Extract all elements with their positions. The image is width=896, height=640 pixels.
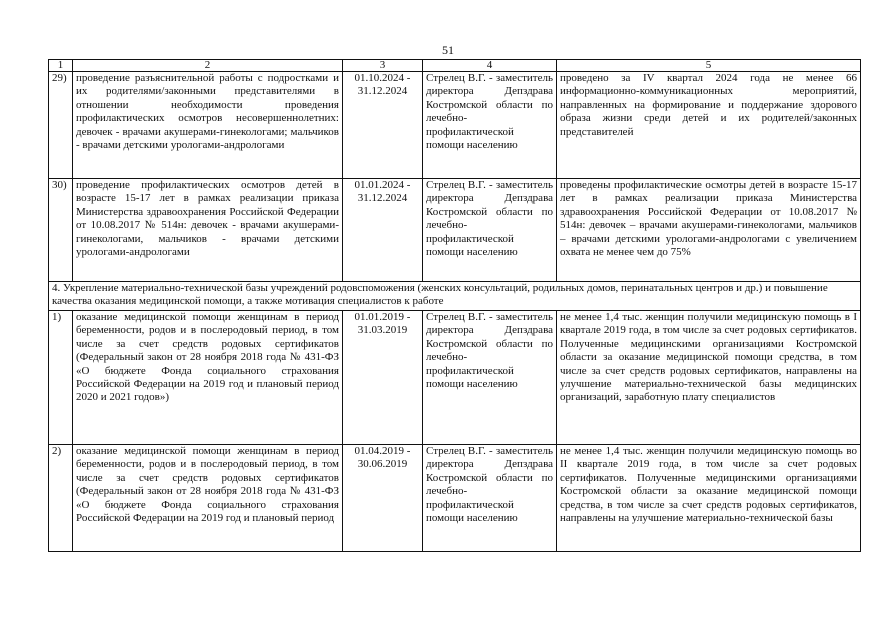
measure-description: проведение разъяснительной работы с подростками и их родителями/законными представителями в отношении необходимости проведения профилактических осмотров несовершеннолетних: девочек - врачами акушерами-гинекологами; мальчиков - врачами детскими урологами-андрологами xyxy=(73,72,343,179)
measure-dates: 01.04.2019 - 30.06.2019 xyxy=(343,445,423,552)
responsible-person: Стрелец В.Г. - заместитель директора Депздрава Костромской области по лечебно-профилактической помощи населению xyxy=(423,72,557,179)
column-header: 2 xyxy=(73,60,343,72)
measure-result: проведены профилактические осмотры детей в возрасте 15-17 лет в рамках реализации приказа Министерства здравоохранения Российской Федерации от 10.08.2017 № 514н: девочек – врачами акушерами-гинекологами, мальчиков – врачами детскими урологами-андрологами с увеличением охвата не менее чем до 75% xyxy=(557,179,861,282)
row-number: 29) xyxy=(49,72,73,179)
column-header: 5 xyxy=(557,60,861,72)
responsible-person: Стрелец В.Г. - заместитель директора Депздрава Костромской области по лечебно-профилактической помощи населению xyxy=(423,179,557,282)
table-row xyxy=(49,72,861,179)
header-row xyxy=(49,60,861,72)
column-header: 1 xyxy=(49,60,73,72)
row-number: 30) xyxy=(49,179,73,282)
measure-result-text: не менее 1,4 тыс. женщин получили медицинскую помощь во II квартале 2019 года, в том числе за счет родовых сертификатов. Полученные медицинскими организациями Костромской области за оказание медицинской помощи средства, в том числе за счет средств родовых сертификатов, направлены на улучшение материально-технической базы xyxy=(560,445,857,525)
table-row xyxy=(49,179,861,282)
section-row xyxy=(49,282,861,311)
column-header: 4 xyxy=(423,60,557,72)
responsible-person xyxy=(423,445,557,552)
row-number: 1) xyxy=(49,311,73,445)
measure-dates: 01.01.2019 - 31.03.2019 xyxy=(343,311,423,445)
responsible-person-text: Стрелец В.Г. - заместитель директора Депздрава Костромской области по лечебно-профилактической помощи населению xyxy=(426,445,553,525)
measure-description-text: оказание медицинской помощи женщинам в период беременности, родов и в послеродовый период, в том числе за счет средств родовых сертификатов (Федеральный закон от 28 ноября 2018 года № 431-ФЗ «О бюджете Фонда социального страхования Российской Федерации на 2019 год и плановый период xyxy=(76,445,339,525)
measure-result: не менее 1,4 тыс. женщин получили медицинскую помощь в I квартале 2019 года, в том числе за счет родовых сертификатов. Полученные медицинскими организациями Костромской области за оказание медицинской помощи средства, в том числе за счет средств родовых сертификатов, направлены на улучшение материально-технической базы медицинских организаций, заработную плату специалистов xyxy=(557,311,861,445)
table-row xyxy=(49,311,861,445)
measure-dates: 01.01.2024 - 31.12.2024 xyxy=(343,179,423,282)
measure-result xyxy=(557,445,861,552)
responsible-person: Стрелец В.Г. - заместитель директора Депздрава Костромской области по лечебно-профилактической помощи населению xyxy=(423,311,557,445)
section-title: 4. Укрепление материально-технической базы учреждений родовспоможения (женских консультаций, родильных домов, перинатальных центров и др.) и повышение качества оказания медицинской помощи, а также мотивация специалистов к работе xyxy=(49,282,861,311)
page-number: 51 xyxy=(442,43,454,57)
measure-description xyxy=(73,445,343,552)
table-row xyxy=(49,445,861,552)
measures-table xyxy=(48,59,861,552)
row-number: 2) xyxy=(49,445,73,552)
measure-dates: 01.10.2024 - 31.12.2024 xyxy=(343,72,423,179)
measure-description: оказание медицинской помощи женщинам в период беременности, родов и в послеродовый период, в том числе за счет средств родовых сертификатов (Федеральный закон от 28 ноября 2018 года № 431-ФЗ «О бюджете Фонда социального страхования Российской Федерации на 2019 год и плановый период 2020 и 2021 годов») xyxy=(73,311,343,445)
measure-result: проведено за IV квартал 2024 года не менее 66 информационно-коммуникационных мероприятий, направленных на формирование и поддержание здорового образа жизни среди детей и их родителей/законных представителей xyxy=(557,72,861,179)
measure-description: проведение профилактических осмотров детей в возрасте 15-17 лет в рамках реализации приказа Министерства здравоохранения Российской Федерации от 10.08.2017 № 514н: девочек - врачами акушерами-гинекологами, мальчиков - врачами детскими урологами-андрологами xyxy=(73,179,343,282)
column-header: 3 xyxy=(343,60,423,72)
